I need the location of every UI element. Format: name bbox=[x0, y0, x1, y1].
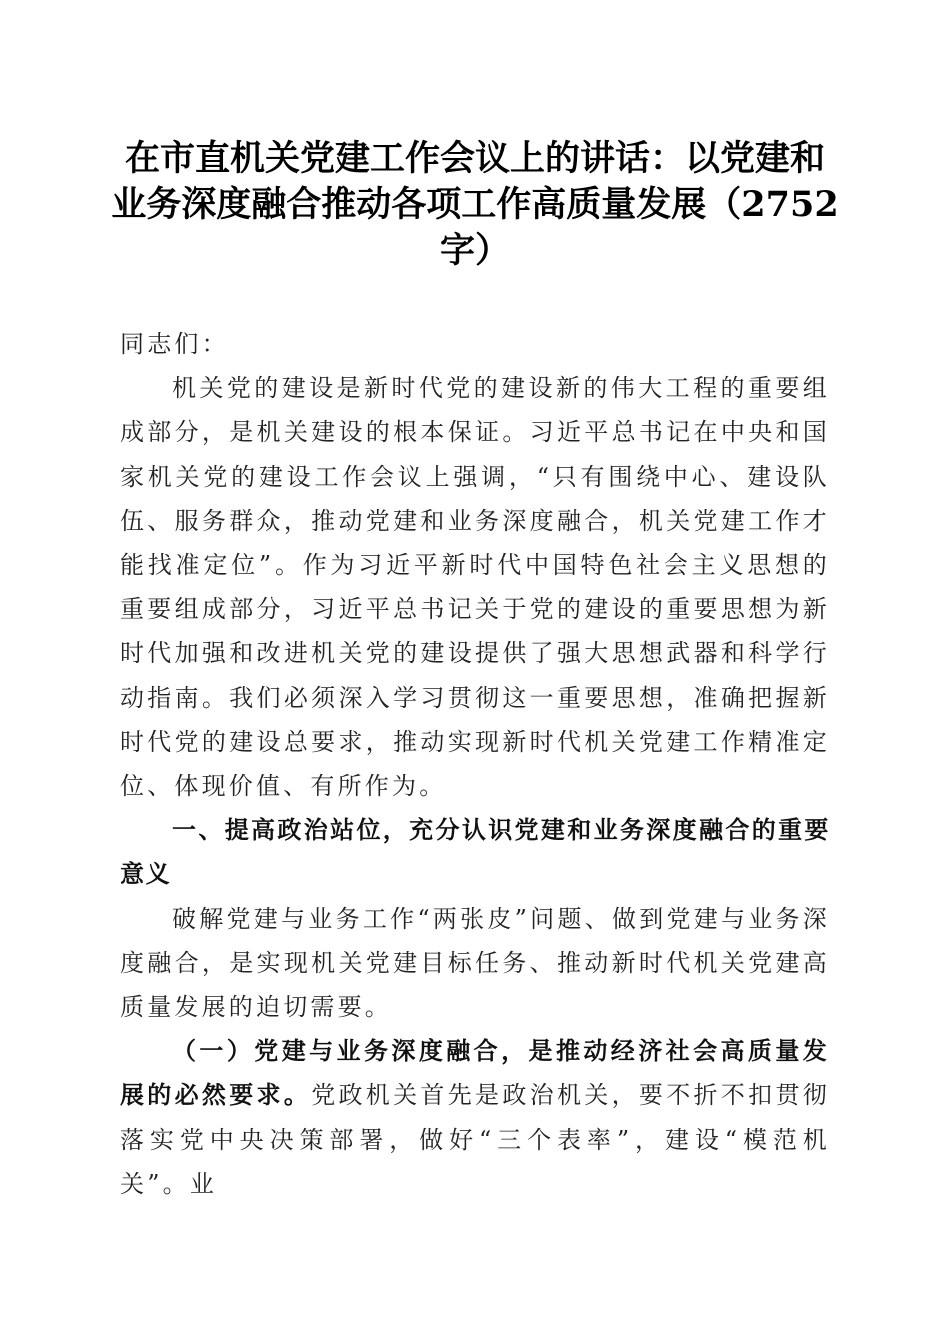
section-paragraph-1: 破解党建与业务工作“两张皮”问题、做到党建与业务深度融合，是实现机关党建目标任务、推动新时代机关党建高质量发展的迫切需要。 bbox=[120, 904, 830, 1022]
document-body bbox=[120, 322, 830, 1206]
subsection-lead-1: （一）党建与业务深度融合，是推动经济社会高质量发展的必然要求。 bbox=[120, 1036, 830, 1110]
section-heading-1: 一、提高政治站位，充分认识党建和业务深度融合的重要意义 bbox=[120, 816, 830, 889]
document-title: 在市直机关党建工作会议上的讲话：以党建和业务深度融合推动各项工作高质量发展（2752字） bbox=[111, 138, 839, 271]
subsection-text-1: 党政机关首先是政治机关，要不折不扣贯彻落实党中央决策部署，做好“三个表率”，建设“模范机关”。业 bbox=[120, 1081, 830, 1198]
salutation: 同志们： bbox=[120, 330, 229, 358]
intro-paragraph: 机关党的建设是新时代党的建设新的伟大工程的重要组成部分，是机关建设的根本保证。习近平总书记在中央和国家机关党的建设工作会议上强调，“只有围绕中心、建设队伍、服务群众，推动党建和业务深度融合，机关党建工作才能找准定位”。作为习近平新时代中国特色社会主义思想的重要组成部分，习近平总书记关于党的建设的重要思想为新时代加强和改进机关党的建设提供了强大思想武器和科学行动指南。我们必须深入学习贯彻这一重要思想，准确把握新时代党的建设总要求，推动实现新时代机关党建工作精准定位、体现价值、有所作为。 bbox=[120, 374, 830, 801]
subsection-paragraph-1 bbox=[120, 1029, 830, 1206]
